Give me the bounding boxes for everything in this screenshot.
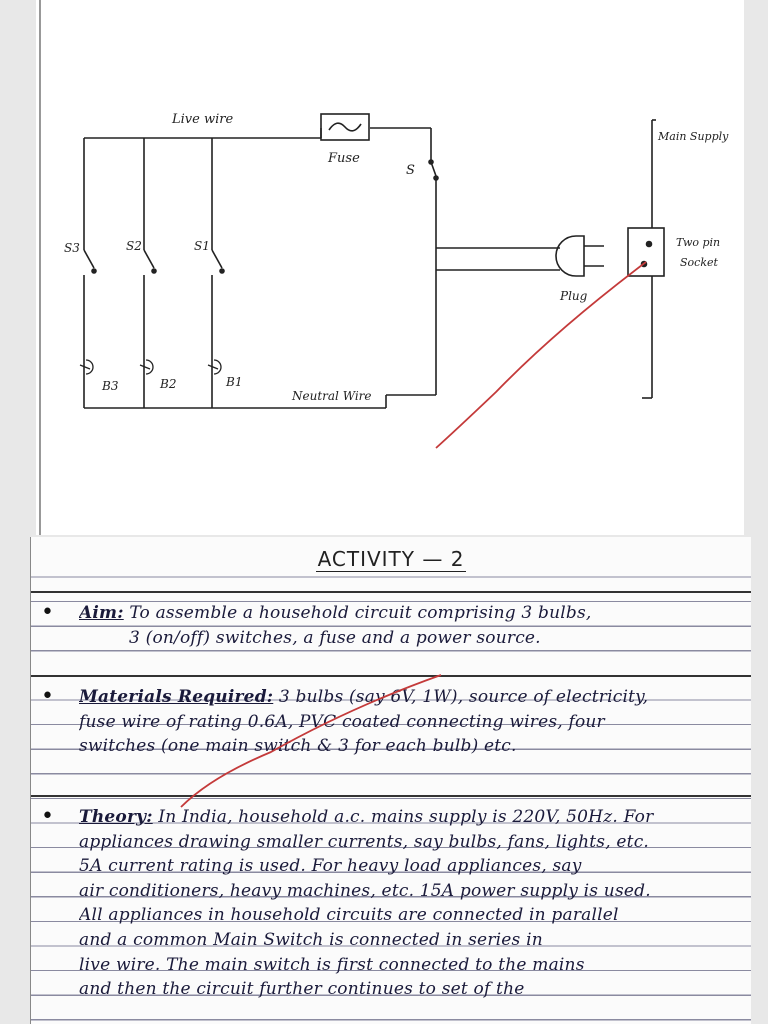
theory-line-7: live wire. The main switch is first connected to the mains <box>79 954 585 975</box>
switch-s1-label: S1 <box>194 239 210 253</box>
activity-heading-text: ACTIVITY — 2 <box>317 547 465 571</box>
two-pin-socket-label-2: Socket <box>680 256 718 269</box>
theory-line-8: and then the circuit further continues to set of the <box>79 979 525 1000</box>
section-divider <box>31 795 751 797</box>
materials-text-1: 3 bulbs (say 6V, 1W), source of electricity, <box>273 687 649 707</box>
fuse-label: Fuse <box>328 151 360 166</box>
bulb-b2-icon <box>146 360 153 374</box>
switch-s3-label: S3 <box>64 241 80 255</box>
household-circuit-diagram <box>36 0 744 535</box>
neutral-wire-label: Neutral Wire <box>292 389 372 403</box>
bullet-icon: • <box>41 600 54 625</box>
theory-line-4: air conditioners, heavy machines, etc. 15A power supply is used. <box>79 880 651 901</box>
main-supply-label: Main Supply <box>658 130 729 143</box>
section-divider <box>31 591 751 593</box>
notes-page <box>30 537 751 1024</box>
bullet-icon: • <box>41 684 54 709</box>
section-divider <box>31 675 751 677</box>
two-pin-socket-icon <box>628 228 664 276</box>
theory-line-1 <box>79 805 745 830</box>
bulb-b3-label: B3 <box>102 379 119 393</box>
materials-label: Materials Required: <box>79 687 274 707</box>
aim-text-1: To assemble a household circuit comprising 3 bulbs, <box>123 603 592 623</box>
two-pin-socket-label: Two pin <box>676 236 721 249</box>
bulb-b1-icon <box>214 360 221 374</box>
live-wire-label: Live wire <box>172 112 234 127</box>
switch-s2-label: S2 <box>126 239 142 253</box>
theory-line-3: 5A current rating is used. For heavy load appliances, say <box>79 856 582 877</box>
aim-line-1 <box>79 601 745 626</box>
diagram-page <box>36 0 744 535</box>
materials-line-3: switches (one main switch & 3 for each bulb) etc. <box>79 736 517 757</box>
bulb-b3-icon <box>86 360 93 374</box>
theory-text-1: In India, household a.c. mains supply is 220V, 50Hz. For <box>152 807 654 827</box>
plug-label: Plug <box>560 289 588 303</box>
bulb-b1-label: B1 <box>226 375 243 389</box>
red-pen-stroke <box>436 262 646 448</box>
main-switch-label: S <box>406 163 415 178</box>
plug-icon <box>556 236 584 276</box>
theory-line-2: appliances drawing smaller currents, say bulbs, fans, lights, etc. <box>79 831 650 852</box>
activity-heading <box>31 547 751 571</box>
theory-label: Theory: <box>79 807 153 827</box>
bulb-b2-label: B2 <box>160 377 177 391</box>
aim-line-2: 3 (on/off) switches, a fuse and a power source. <box>129 627 541 648</box>
materials-line-2: fuse wire of rating 0.6A, PVC coated connecting wires, four <box>79 711 605 732</box>
bullet-icon: • <box>41 804 54 829</box>
theory-line-6: and a common Main Switch is connected in series in <box>79 929 543 950</box>
aim-label: Aim: <box>79 603 124 623</box>
materials-line-1 <box>79 685 745 710</box>
theory-line-5: All appliances in household circuits are connected in parallel <box>79 905 619 926</box>
